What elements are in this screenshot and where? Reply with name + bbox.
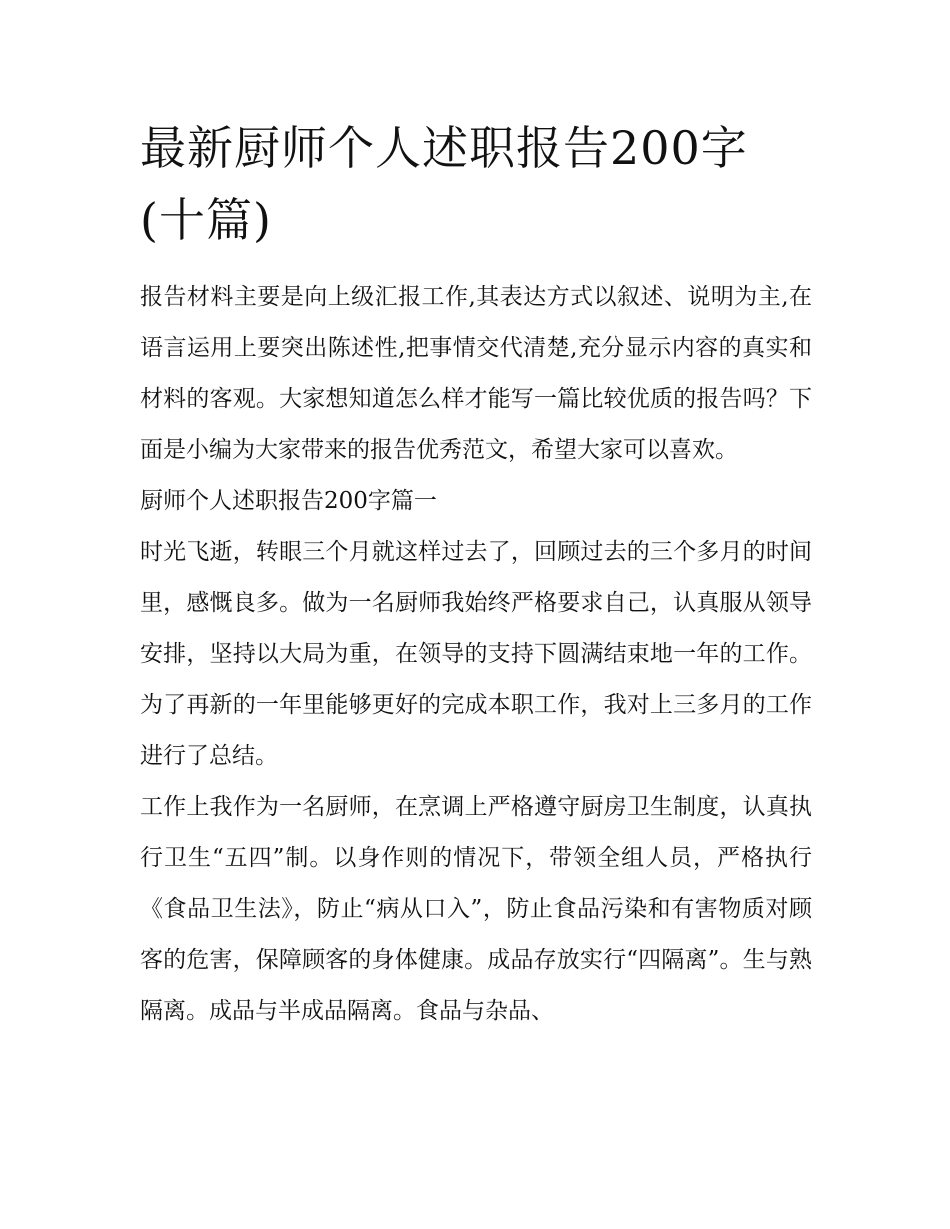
document-body <box>140 112 812 1037</box>
body-paragraph: 时光飞逝，转眼三个月就这样过去了，回顾过去的三个多月的时间里，感慨良多。做为一名厨师我始终严格要求自己，认真服从领导安排，坚持以大局为重，在领导的支持下圆满结束地一年的工作。为了再新的一年里能够更好的完成本职工作，我对上三多月的工作进行了总结。 <box>140 539 812 769</box>
body-paragraph: 工作上我作为一名厨师，在烹调上严格遵守厨房卫生制度，认真执行卫生“五四”制。以身作则的情况下，带领全组人员，严格执行《食品卫生法》，防止“病从口入”，防止食品污染和有害物质对顾客的危害，保障顾客的身体健康。成品存放实行“四隔离”。生与熟隔离。成品与半成品隔离。食品与杂品、 <box>140 794 812 1024</box>
document-title: 最新厨师个人述职报告200字(十篇) <box>140 121 748 247</box>
section-heading: 厨师个人述职报告200字篇一 <box>140 488 437 514</box>
intro-paragraph: 报告材料主要是向上级汇报工作,其表达方式以叙述、说明为主,在语言运用上要突出陈述性,把事情交代清楚,充分显示内容的真实和材料的客观。大家想知道怎么样才能写一篇比较优质的报告吗？下面是小编为大家带来的报告优秀范文，希望大家可以喜欢。 <box>140 284 812 463</box>
